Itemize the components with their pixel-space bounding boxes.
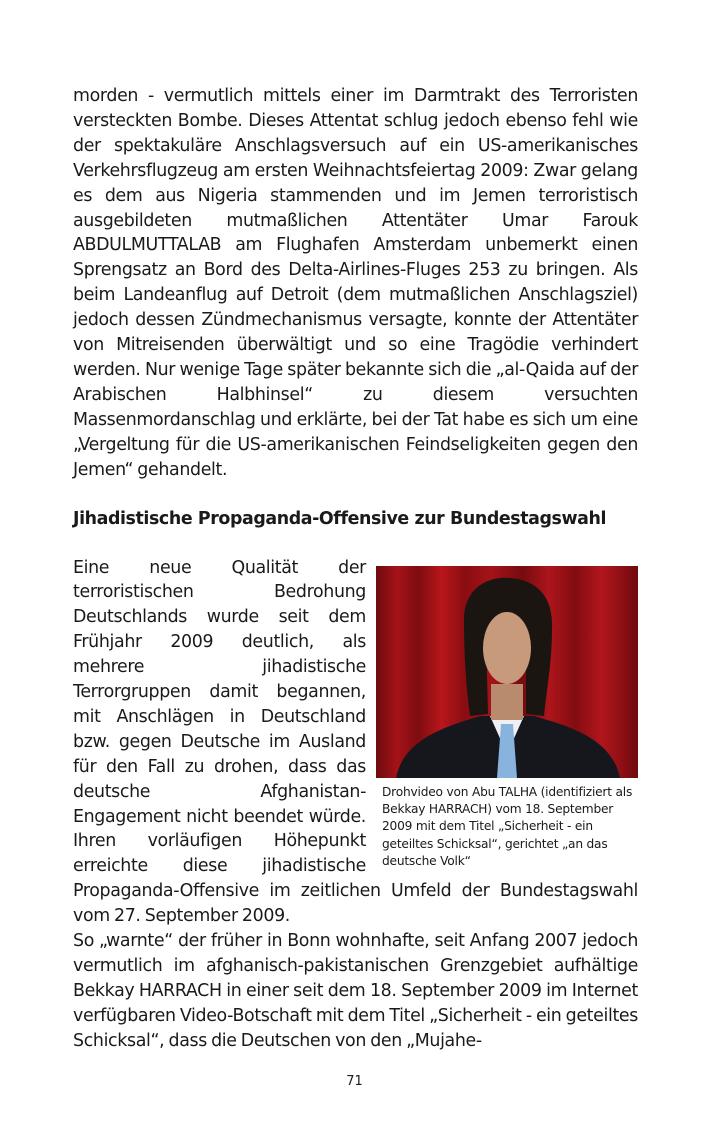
- section-paragraph: Eine neue Qualität der terroristischen Bedrohung Deutschlands wurde seit dem Frühjahr 2009 deutlich, als mehrere jihadistische Terrorgruppen damit begannen, mit Anschlägen in Deutschland bzw. gegen Deutsche im Ausland für den Fall zu drohen, dass das deutsche Afghanistan-Engagement nicht beendet würde. Ihren vorläufigen Höhepunkt erreichte diese jihadistische Propaganda-Offensive im zeitlichen Umfeld der Bundestagswahl vom 27. September 2009.: [73, 557, 638, 927]
- video-still-figure: [376, 566, 638, 871]
- intro-paragraph: morden - vermutlich mittels einer im Darmtrakt des Terroristen versteckten Bombe. Dieses Attentat schlug jedoch ebenso fehl wie der spektakuläre Anschlagsversuch auf ein US-amerikanisches Verkehrsflugzeug am ersten Weihnachtsfeiertag 2009: Zwar gelang es dem aus Nigeria stammenden und im Jemen terroristisch ausgebildeten mutmaßlichen Attentäter Umar Farouk ABDULMUTTALAB am Flughafen Amsterdam unbemerkt einen Sprengsatz an Bord des Delta-Airlines-Fluges 253 zu bringen. Als beim Landeanflug auf Detroit (dem mutmaßlichen Anschlagsziel) jedoch dessen Zündmechanismus versagte, konnte der Attentäter von Mitreisenden überwältigt und so eine Tragödie verhindert werden. Nur wenige Tage später bekannte sich die „al-Qaida auf der Arabischen Halbhinsel“ zu diesem versuchten Massenmordanschlag und erklärte, bei der Tat habe es sich um eine „Vergeltung für die US-amerikanischen Feindseligkeiten gegen den Jemen“ gehandelt.: [73, 86, 638, 480]
- section-heading: Jihadistische Propaganda-Offensive zur Bundestagswahl: [73, 508, 607, 529]
- figure-caption: Drohvideo von Abu TALHA (identifiziert als Bekkay HARRACH) vom 18. September 2009 mit dem Titel „Sicherheit - ein geteiltes Schicksal“, gerichtet „an das deutsche Volk“: [382, 784, 633, 869]
- harrach-paragraph: So „warnte“ der früher in Bonn wohnhafte, seit Anfang 2007 jedoch vermutlich im afghanisch-pakistanischen Grenzgebiet aufhältige Bekkay HARRACH in einer seit dem 18. September 2009 im Internet verfügbaren Video-Botschaft mit dem Titel „Sicherheit - ein geteiltes Schicksal“, dass die Deutschen von den „Mujahe-: [73, 931, 638, 1051]
- page-content: [73, 84, 638, 1054]
- video-still-photo: [376, 566, 638, 778]
- page-number: 71: [346, 1074, 363, 1089]
